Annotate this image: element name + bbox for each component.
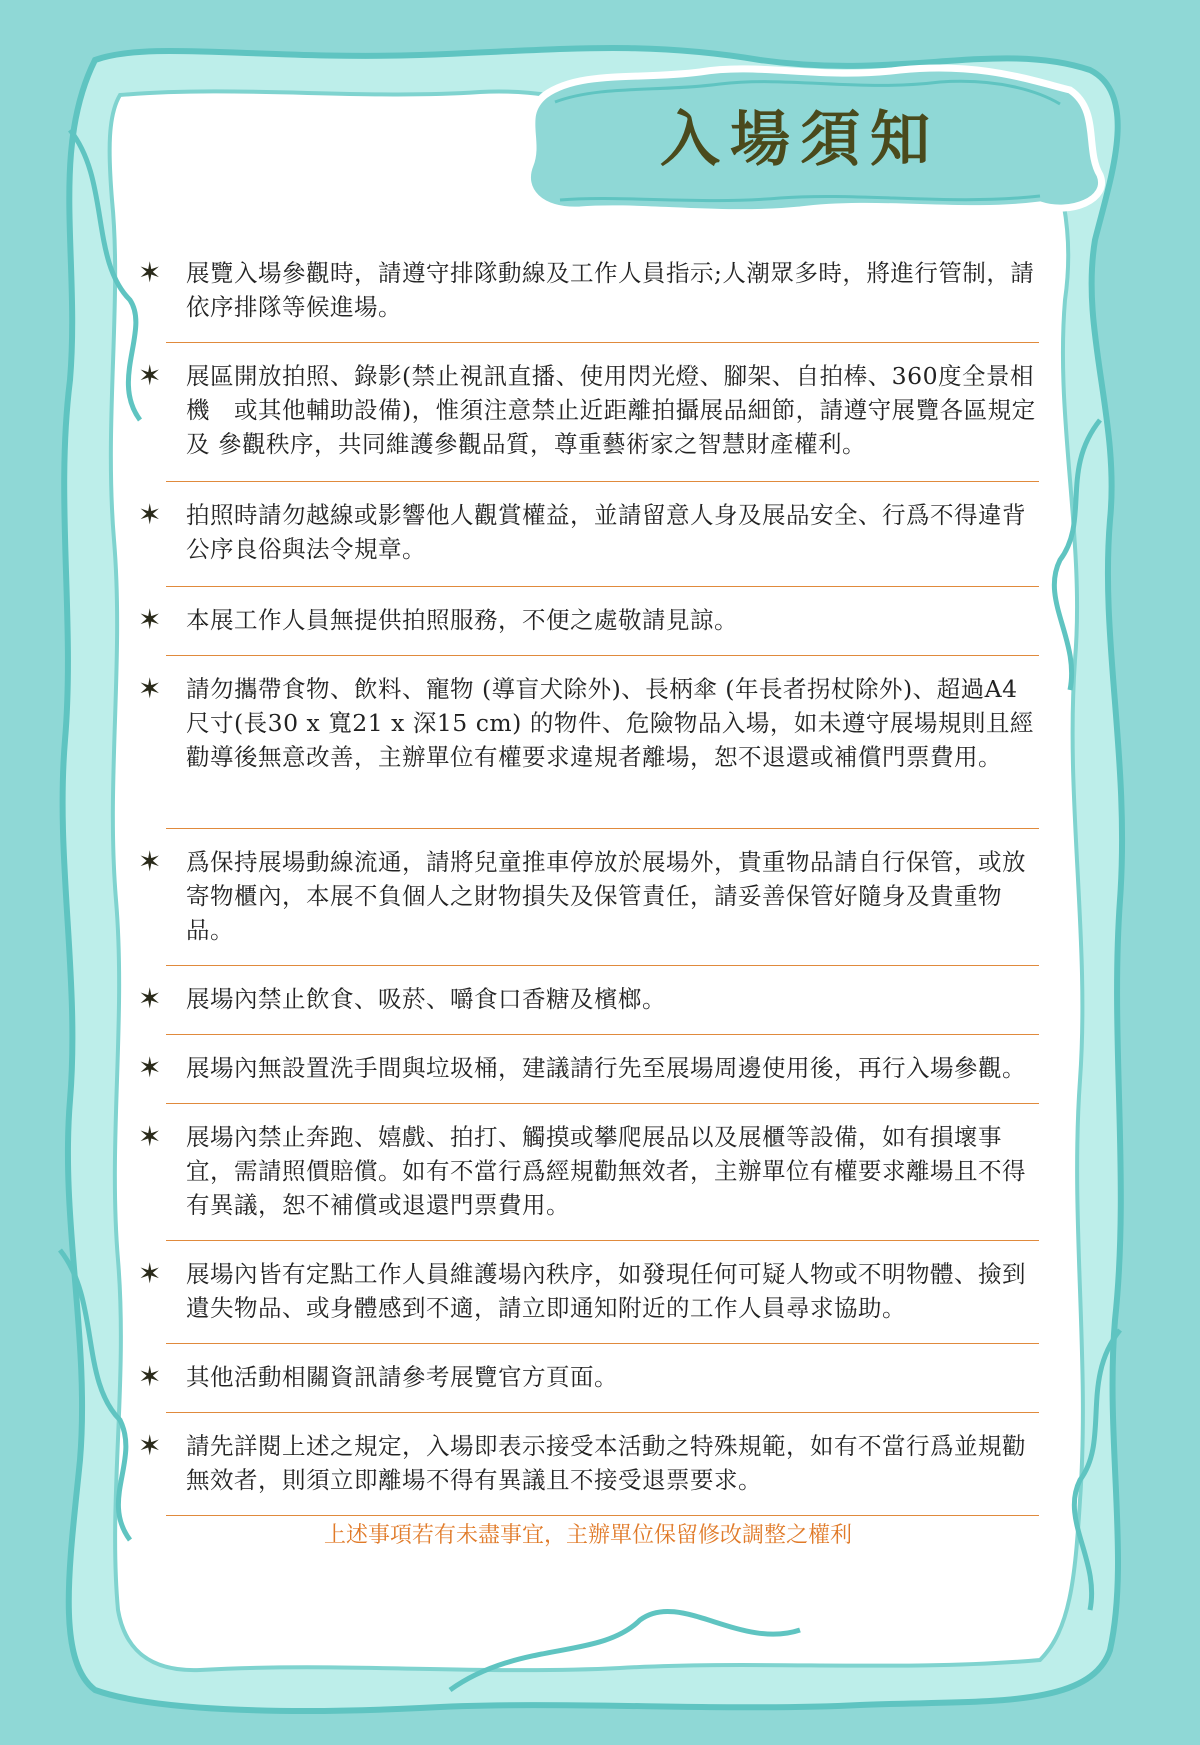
star-bullet-icon: ✶ xyxy=(138,1120,162,1153)
notice-text: 展場內無設置洗手間與垃圾桶，建議請行先至展場周邊使用後，再行入場參觀。 xyxy=(186,1054,1026,1082)
notice-text: 展區開放拍照、錄影(禁止視訊直播、使用閃光燈、腳架、自拍棒、360度全景相機 或其他輔助設備)，惟須注意禁止近距離拍攝展品細節，請遵守展覽各區規定及 參觀秩序，共同維護參觀品質，尊重藝術家之智慧財產權利。 xyxy=(186,362,1036,458)
star-bullet-icon: ✶ xyxy=(138,1257,162,1290)
star-bullet-icon: ✶ xyxy=(138,603,162,636)
list-item xyxy=(138,1051,1038,1085)
divider xyxy=(166,586,1039,587)
list-item xyxy=(138,1257,1038,1323)
notice-text: 拍照時請勿越線或影響他人觀賞權益，並請留意人身及展品安全、行爲不得違背公序良俗與法令規章。 xyxy=(186,501,1026,563)
star-bullet-icon: ✶ xyxy=(138,1429,162,1462)
divider xyxy=(166,1515,1039,1516)
footer-note: 上述事項若有未盡事宜，主辦單位保留修改調整之權利 xyxy=(323,1523,852,1548)
notice-list xyxy=(138,256,1038,1516)
list-item xyxy=(138,498,1038,564)
list-item xyxy=(138,672,1038,806)
notice-text: 爲保持展場動線流通，請將兒童推車停放於展場外，貴重物品請自行保管，或放寄物櫃內，本展不負個人之財物損失及保管責任，請妥善保管好隨身及貴重物品。 xyxy=(186,848,1026,944)
divider xyxy=(166,1103,1039,1104)
divider xyxy=(166,1412,1039,1413)
list-item xyxy=(138,845,1038,945)
divider xyxy=(166,481,1039,482)
star-bullet-icon: ✶ xyxy=(138,1360,162,1393)
list-item xyxy=(138,1360,1038,1394)
notice-text: 展場內禁止飲食、吸菸、嚼食口香糖及檳榔。 xyxy=(186,985,666,1013)
star-bullet-icon: ✶ xyxy=(138,1051,162,1084)
list-item xyxy=(138,982,1038,1016)
list-item xyxy=(138,1429,1038,1495)
notice-text: 展場內禁止奔跑、嬉戲、拍打、觸摸或攀爬展品以及展櫃等設備，如有損壞事宜，需請照價賠償。如有不當行爲經規勸無效者，主辦單位有權要求離場且不得有異議，恕不補償或退還門票費用。 xyxy=(186,1123,1026,1219)
notice-text: 請勿攜帶食物、飲料、寵物 (導盲犬除外)、長柄傘 (年長者拐杖除外)、超過A4尺寸(長30 x 寬21 x 深15 cm) 的物件、危險物品入場，如未遵守展場規則且經勸導後無意改善，主辦單位有權要求違規者離場，恕不退還或補償門票費用。 xyxy=(186,675,1034,771)
star-bullet-icon: ✶ xyxy=(138,845,162,878)
page-title: 入場須知 xyxy=(660,105,940,175)
list-item xyxy=(138,603,1038,637)
star-bullet-icon: ✶ xyxy=(138,498,162,531)
star-bullet-icon: ✶ xyxy=(138,672,162,705)
list-item xyxy=(138,1120,1038,1220)
notice-text: 展覽入場參觀時，請遵守排隊動線及工作人員指示;人潮眾多時，將進行管制，請 依序排隊等候進場。 xyxy=(186,259,1035,321)
divider xyxy=(166,655,1039,656)
list-item xyxy=(138,359,1038,459)
divider xyxy=(166,965,1039,966)
star-bullet-icon: ✶ xyxy=(138,982,162,1015)
star-bullet-icon: ✶ xyxy=(138,256,162,289)
notice-text: 其他活動相關資訊請參考展覽官方頁面。 xyxy=(186,1363,618,1391)
divider xyxy=(166,342,1039,343)
list-item xyxy=(138,256,1038,320)
divider xyxy=(166,1240,1039,1241)
star-bullet-icon: ✶ xyxy=(138,359,162,392)
divider xyxy=(166,1343,1039,1344)
divider xyxy=(166,1034,1039,1035)
divider xyxy=(166,828,1039,829)
notice-text: 請先詳閱上述之規定，入場即表示接受本活動之特殊規範，如有不當行爲並規勸無效者，則須立即離場不得有異議且不接受退票要求。 xyxy=(186,1432,1026,1494)
notice-text: 本展工作人員無提供拍照服務，不便之處敬請見諒。 xyxy=(186,606,738,634)
notice-text: 展場內皆有定點工作人員維護場內秩序，如發現任何可疑人物或不明物體、撿到遺失物品、或身體感到不適，請立即通知附近的工作人員尋求協助。 xyxy=(186,1260,1026,1322)
